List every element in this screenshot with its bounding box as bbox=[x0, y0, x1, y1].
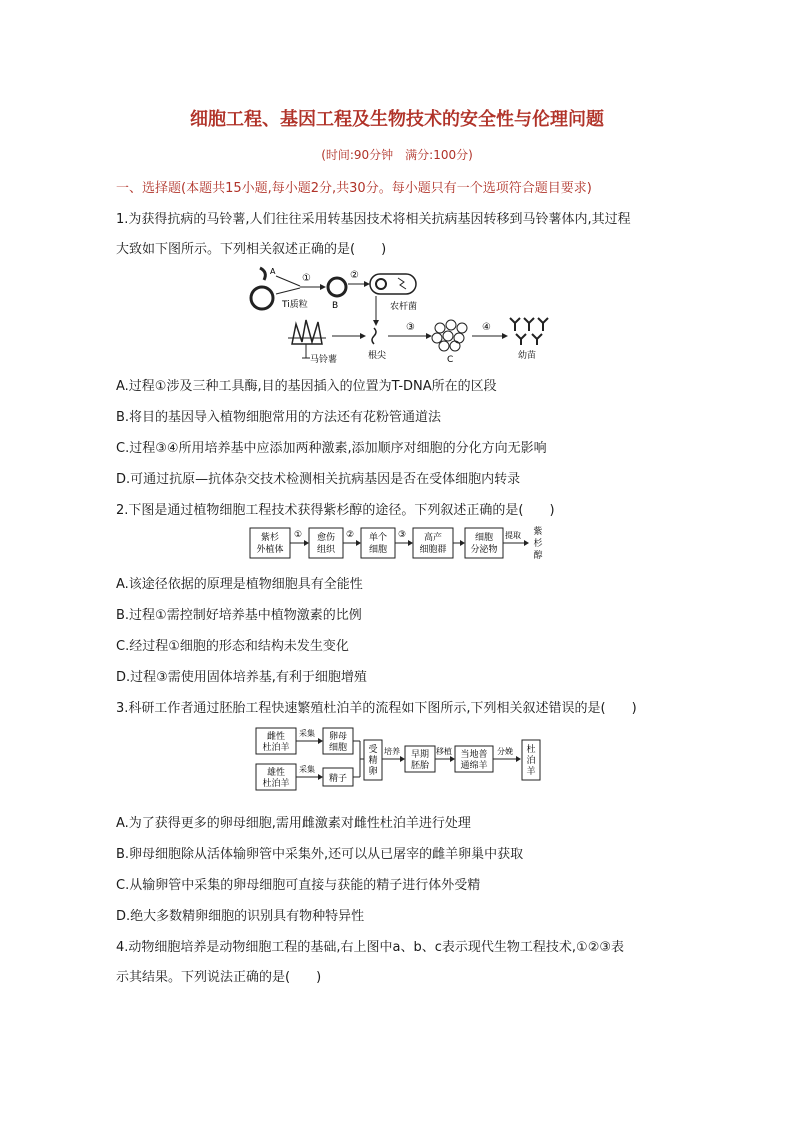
question-1-stem-line-1: 1.为获得抗病的马铃薯,人们往往采用转基因技术将相关抗病基因转移到马铃薯体内,其过程 bbox=[116, 212, 631, 227]
gene-a-fragment bbox=[260, 268, 265, 280]
question-3-figure bbox=[254, 724, 544, 794]
question-3-option-b: B.卵母细胞除从活体输卵管中采集外,还可以从已屠宰的雌羊卵巢中获取 bbox=[116, 847, 524, 862]
label-a: A bbox=[270, 267, 276, 276]
collect-label-1: 采集 bbox=[299, 729, 315, 738]
embryo-line-2: 胚胎 bbox=[410, 761, 430, 771]
zygote-char-3: 卵 bbox=[368, 767, 378, 777]
label-ti: Ti质粒 bbox=[282, 300, 308, 310]
question-3-option-a: A.为了获得更多的卵母细胞,需用雌激素对雌性杜泊羊进行处理 bbox=[116, 816, 471, 831]
question-1-option-b: B.将目的基因导入植物细胞常用的方法还有花粉管通道法 bbox=[116, 410, 442, 425]
label-b: B bbox=[332, 301, 339, 311]
label-c: C bbox=[447, 355, 454, 365]
question-2-option-b: B.过程①需控制好培养基中植物激素的比例 bbox=[116, 608, 362, 623]
transfer-label: 移植 bbox=[436, 747, 452, 756]
question-1-stem-line-2: 大致如下图所示。下列相关叙述正确的是( ) bbox=[116, 242, 387, 257]
callus-c-icon bbox=[432, 320, 467, 351]
box-explant-line-1: 紫杉 bbox=[260, 533, 280, 543]
box-high-yield-line-2: 细胞群 bbox=[419, 545, 447, 555]
recombinant-plasmid-b bbox=[328, 278, 346, 296]
label-agrobacterium: 农杆菌 bbox=[390, 302, 418, 312]
ti-plasmid bbox=[251, 287, 273, 309]
male-line-2: 杜泊羊 bbox=[262, 779, 290, 789]
step-1-label: ① bbox=[302, 273, 311, 284]
exam-info: (时间:90分钟 满分:100分) bbox=[321, 148, 473, 162]
page-title: 细胞工程、基因工程及生物技术的安全性与伦理问题 bbox=[190, 109, 604, 130]
oocyte-line-2: 细胞 bbox=[328, 743, 348, 753]
question-1-figure bbox=[240, 262, 560, 366]
step-2-label: ② bbox=[350, 270, 359, 281]
box-single-cell-line-1: 单个 bbox=[368, 533, 388, 543]
question-4-stem-line-2: 示其结果。下列说法正确的是( ) bbox=[116, 970, 322, 985]
q2-step-3: ③ bbox=[397, 530, 407, 540]
sperm-label: 精子 bbox=[328, 774, 348, 784]
label-potato: 马铃薯 bbox=[310, 355, 338, 365]
female-line-2: 杜泊羊 bbox=[262, 743, 290, 753]
box-secretion-line-2: 分泌物 bbox=[470, 545, 498, 555]
question-2-option-d: D.过程③需使用固体培养基,有利于细胞增殖 bbox=[116, 670, 367, 685]
local-line-2: 通绵羊 bbox=[460, 761, 488, 771]
zygote-char-2: 精 bbox=[368, 756, 378, 766]
box-single-cell-line-2: 细胞 bbox=[368, 545, 388, 555]
label-seedling: 幼苗 bbox=[518, 351, 537, 361]
label-root-tip: 根尖 bbox=[368, 351, 387, 361]
dorper-char-1: 杜 bbox=[526, 745, 536, 755]
seedlings-icon bbox=[510, 318, 548, 345]
box-callus-line-1: 愈伤 bbox=[316, 533, 336, 543]
question-2-option-a: A.该途径依据的原理是植物细胞具有全能性 bbox=[116, 577, 363, 592]
box-callus-line-2: 组织 bbox=[316, 545, 336, 555]
root-tip-icon bbox=[372, 328, 376, 344]
taxol-char-2: 杉 bbox=[533, 539, 543, 549]
question-2-stem: 2.下图是通过植物细胞工程技术获得紫杉醇的途径。下列叙述正确的是( ) bbox=[116, 503, 555, 518]
question-1-option-c: C.过程③④所用培养基中应添加两种激素,添加顺序对细胞的分化方向无影响 bbox=[116, 441, 547, 456]
question-2-figure bbox=[248, 524, 548, 564]
collect-label-2: 采集 bbox=[299, 765, 315, 774]
birth-label: 分娩 bbox=[497, 747, 513, 756]
oocyte-line-1: 卵母 bbox=[328, 732, 348, 742]
question-1-option-a: A.过程①涉及三种工具酶,目的基因插入的位置为T-DNA所在的区段 bbox=[116, 379, 497, 394]
box-secretion-line-1: 细胞 bbox=[474, 533, 494, 543]
dorper-char-2: 泊 bbox=[526, 756, 536, 766]
box-explant-line-2: 外植体 bbox=[256, 545, 284, 555]
question-3-option-d: D.绝大多数精卵细胞的识别具有物种特异性 bbox=[116, 909, 365, 924]
q2-step-1: ① bbox=[293, 530, 303, 540]
embryo-line-1: 早期 bbox=[410, 750, 430, 760]
taxol-char-1: 紫 bbox=[533, 527, 543, 537]
box-high-yield-line-1: 高产 bbox=[423, 533, 443, 543]
dorper-char-3: 羊 bbox=[526, 767, 536, 777]
culture-label: 培养 bbox=[384, 747, 400, 756]
label-extract: 提取 bbox=[505, 531, 521, 540]
step-3-label: ③ bbox=[406, 322, 415, 333]
q2-step-2: ② bbox=[345, 530, 355, 540]
local-line-1: 当地普 bbox=[460, 750, 488, 760]
female-line-1: 雌性 bbox=[266, 732, 286, 742]
question-3-stem: 3.科研工作者通过胚胎工程快速繁殖杜泊羊的流程如下图所示,下列相关叙述错误的是( ) bbox=[116, 701, 637, 716]
question-2-option-c: C.经过程①细胞的形态和结构未发生变化 bbox=[116, 639, 349, 654]
taxol-char-3: 醇 bbox=[533, 551, 543, 561]
question-3-option-c: C.从输卵管中采集的卵母细胞可直接与获能的精子进行体外受精 bbox=[116, 878, 481, 893]
step-4-label: ④ bbox=[482, 322, 491, 333]
question-1-option-d: D.可通过抗原—抗体杂交技术检测相关抗病基因是否在受体细胞内转录 bbox=[116, 472, 521, 487]
zygote-char-1: 受 bbox=[368, 745, 378, 755]
section-heading: 一、选择题(本题共15小题,每小题2分,共30分。每小题只有一个选项符合题目要求) bbox=[116, 181, 592, 196]
male-line-1: 雄性 bbox=[266, 768, 286, 778]
potato-plant-icon bbox=[288, 320, 326, 358]
question-4-stem-line-1: 4.动物细胞培养是动物细胞工程的基础,右上图中a、b、c表示现代生物工程技术,①②③表 bbox=[116, 940, 624, 955]
